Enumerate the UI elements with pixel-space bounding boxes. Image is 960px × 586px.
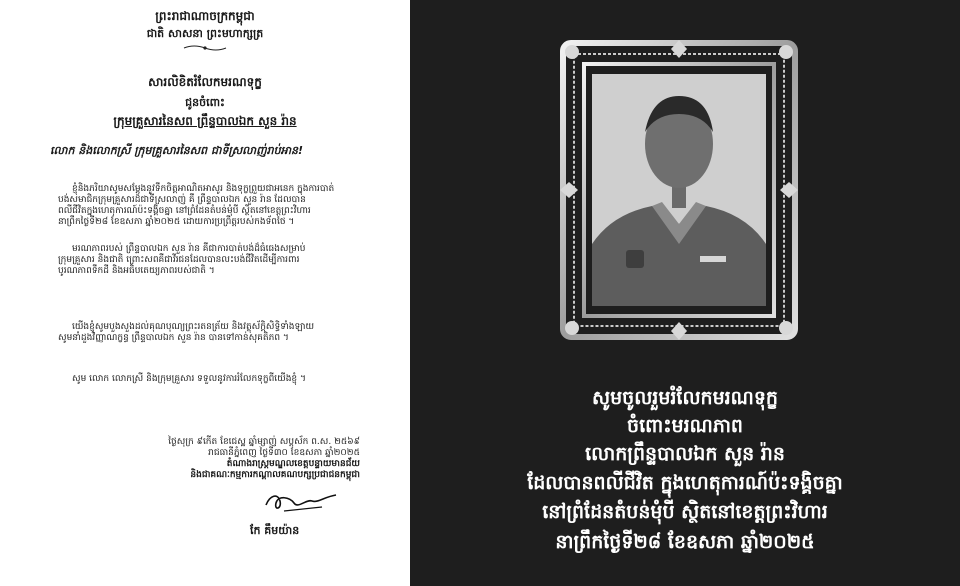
letter-line: សូម លោក លោកស្រី និងក្រុមគ្រួសារ ទទួលនូវការរំលែកទុក្ខពីយើងខ្ញុំ ។ bbox=[72, 374, 306, 384]
letter-sender-role: និងជាគណៈកម្មការកណ្តាលគណបក្សប្រជាជនកម្ពុជា bbox=[190, 470, 360, 480]
letter-sender-title: តំណាងរាស្ត្រមណ្ឌលខេត្តបន្ទាយមានជ័យ bbox=[226, 459, 360, 469]
letter-date-block bbox=[168, 437, 360, 481]
letter-line: យើងខ្ញុំសូមបួងសួងដល់គុណបុណ្យព្រះរតនត្រ័យ និងវត្ថុស័ក្តិសិទ្ធិទាំងឡាយ bbox=[72, 322, 315, 332]
letter-paragraph-2 bbox=[58, 244, 305, 277]
memorial-line-location: នៅព្រំដែនតំបន់មុំបី ស្ថិតនៅខេត្តព្រះវិហារ bbox=[542, 501, 828, 523]
letter-line: ខ្ញុំនិងភរិយាសូមសម្តែងនូវទឹកចិត្តអាណិតអាសូរ និងទុក្ខព្រួយជាអនេក ក្នុងការបាត់ bbox=[72, 184, 335, 194]
letter-addressee-label: ជូនចំពោះ bbox=[185, 96, 225, 109]
letter-paragraph-1 bbox=[58, 184, 334, 228]
signature-icon bbox=[260, 487, 340, 515]
ornament-divider-icon bbox=[182, 44, 228, 52]
letter-salutation: លោក និងលោកស្រី ក្រុមគ្រួសារនៃសព ជាទីស្រលាញ់រាប់អាន! bbox=[50, 144, 304, 157]
letter-line: មរណភាពរបស់ ព្រឹន្ទបាលឯក សួន រ៉ាន គឺជាការបាត់បង់ដ៏ធំធេងសម្រាប់ bbox=[72, 244, 306, 254]
memorial-line-condolence: សូមចូលរួមរំលែកមរណទុក្ខ bbox=[591, 387, 778, 409]
letter-signer-name: កែ គឹមយ៉ាន bbox=[250, 524, 300, 537]
letter-paragraph-4 bbox=[58, 374, 306, 385]
memorial-line-date: នាព្រឹកថ្ងៃទី២៨ ខែឧសភា ឆ្នាំ២០២៥ bbox=[555, 531, 815, 553]
letter-title: សារលិខិតរំលែកមរណទុក្ខ bbox=[148, 75, 262, 89]
condolence-letter bbox=[0, 0, 410, 586]
letter-date-solar: រាជធានីភ្នំពេញ ថ្ងៃទី៣០ ខែឧសភា ឆ្នាំ២០២៥ bbox=[208, 448, 360, 458]
letter-line: នាព្រឹកថ្ងៃទី២៨ ខែឧសភា ឆ្នាំ២០២៥ ដោយការប្រព្រឹត្តរបស់កងទ័ពថៃ ។ bbox=[58, 217, 295, 227]
letter-addressee-family: ក្រុមគ្រួសារនៃសព ព្រឹន្ទបាលឯក សួន រ៉ាន bbox=[113, 114, 297, 128]
officer-portrait-icon bbox=[592, 74, 766, 306]
letter-kingdom-heading: ព្រះរាជាណាចក្រកម្ពុជា bbox=[155, 9, 255, 23]
letter-paragraph-3 bbox=[58, 322, 314, 344]
letter-line: ក្រុមគ្រួសារ និងជាតិ ព្រោះសពគឺជាវីរជនដែលបានលះបង់ជីវិតដើម្បីការពារ bbox=[58, 255, 300, 265]
memorial-line-passing: ចំពោះមរណភាព bbox=[627, 415, 743, 437]
letter-motto: ជាតិ សាសនា ព្រះមហាក្សត្រ bbox=[146, 27, 264, 40]
portrait-photo bbox=[592, 74, 766, 306]
memorial-line-name: លោកព្រឹន្ទបាលឯក សួន រ៉ាន bbox=[585, 443, 785, 465]
letter-line: បូរណភាពទឹកដី និងអធិបតេយ្យភាពរបស់ជាតិ ។ bbox=[58, 266, 215, 276]
letter-line: ពលីជីវិតក្នុងហេតុការណ៍ប៉ះទង្គិចគ្នា នៅព្រំដែនតំបន់មុំបី ស្ថិតនៅខេត្តព្រះវិហារ bbox=[58, 206, 311, 216]
letter-date-lunar: ថ្ងៃសុក្រ ៩កើត ខែជេស្ឋ ឆ្នាំម្សាញ់ សប្តស័ក ព.ស. ២៥៦៩ bbox=[168, 437, 360, 447]
memorial-line-sacrifice: ដែលបានពលីជីវិត ក្នុងហេតុការណ៍ប៉ះទង្គិចគ្នា bbox=[527, 472, 843, 494]
memorial-panel bbox=[410, 0, 960, 586]
letter-line: បង់សមាជិកក្រុមគ្រួសារដ៏ជាទីស្រលាញ់ គឺ ព្រឹន្ទបាលឯក សួន រ៉ាន ដែលបាន bbox=[58, 195, 306, 205]
letter-line: សូមនាំដួងវិញ្ញាណក្ខន្ធ ព្រឹន្ទបាលឯក សួន រ៉ាន បានទៅកាន់សុគតិភព ។ bbox=[58, 333, 289, 343]
